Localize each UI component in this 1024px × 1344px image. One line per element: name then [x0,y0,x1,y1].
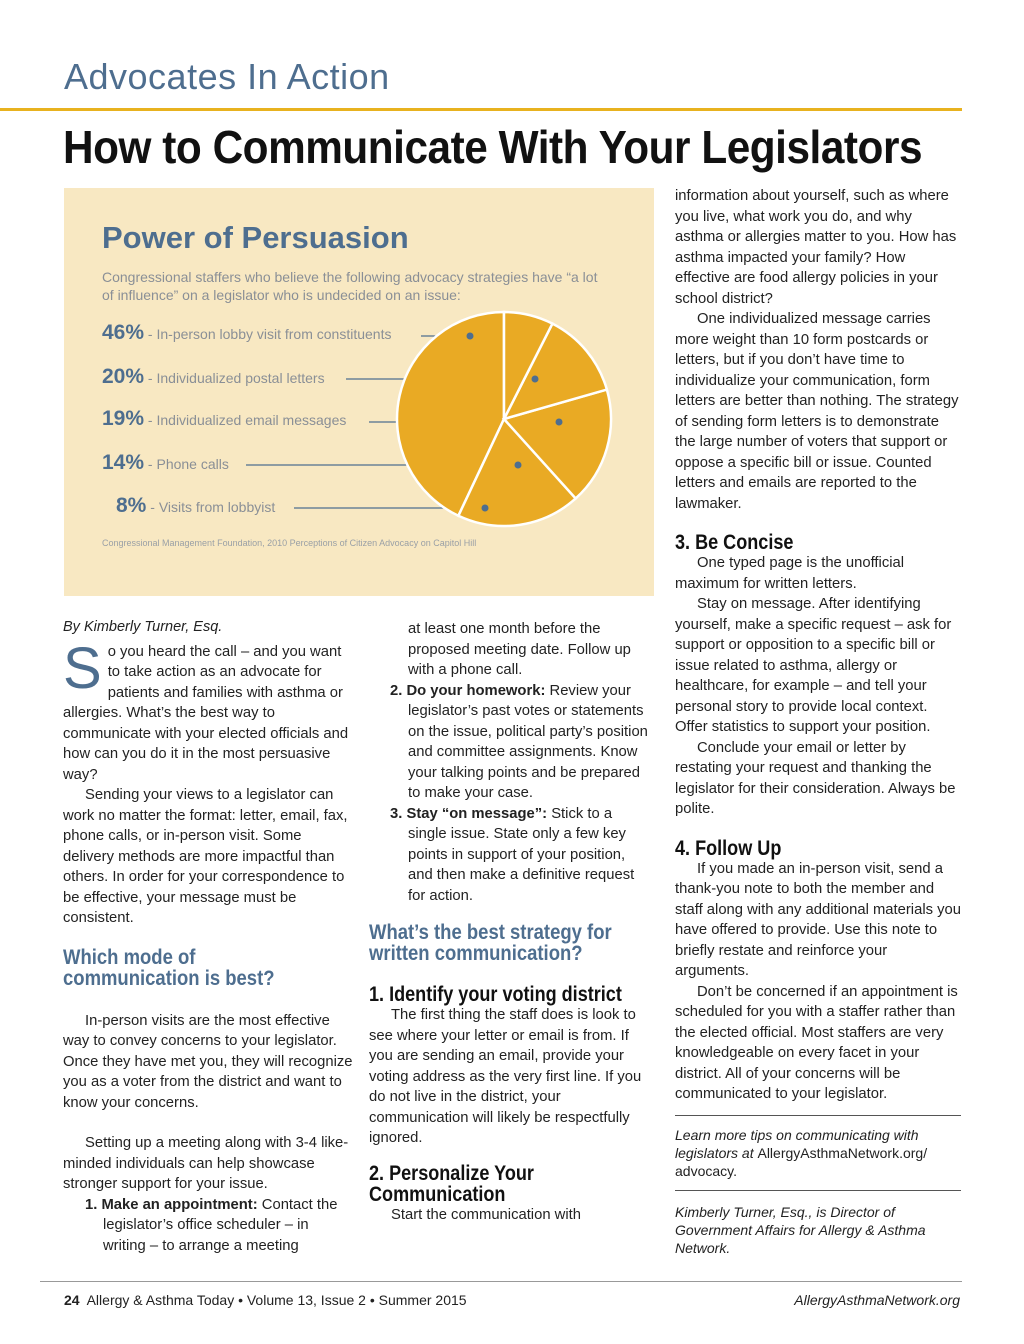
legend-item: 8% - Visits from lobbyist [116,494,276,517]
leader-dot [467,333,474,340]
legend-item: 19% - Individualized email messages [102,407,347,430]
paragraph: Stay on message. After identifying yourself, make a specific request – ask for support or opposition to a specific bill or issue related to asthma, allergy or healthcare, for example – and tell your personal story to provide local context. Offer statistics to support your position. [675,596,952,735]
leader-dot [482,505,489,512]
legend-label: Individualized email messages [156,412,347,428]
section-heading: What’s the best strategy for written communication? [369,921,612,965]
paragraph: The first thing the staff does is look to see where your letter or email is from. If you are sending an email, provide your voting address as the very first line. If you do not live in the district, your communication will likely be respectfully ignored. [369,1007,642,1146]
legend-pct: 19% [102,407,145,430]
header-divider [0,108,962,111]
page-number: 24 [64,1292,80,1308]
author-bio: Kimberly Turner, Esq., is Director of Government Affairs for Allergy & Asthma Network. [675,1203,926,1256]
paragraph: at least one month before the proposed meeting date. Follow up with a phone call. [408,621,631,678]
paragraph: If you made an in-person visit, send a thank-you note to both the member and staff along with any additional materials you have offered to provide. Use this note to briefly restate and reinforce your arguments. [675,860,961,979]
divider [675,1190,961,1191]
section-label: Advocates In Action [64,56,390,97]
list-item-title: 2. Do your homework: [390,682,546,699]
legend-pct: 46% [102,321,145,344]
legend-label: Individualized postal letters [156,370,325,386]
infographic-box [64,188,654,596]
legend-pct: 14% [102,451,145,474]
subheading: 3. Be Concise [675,531,794,554]
leader-dot [515,462,522,469]
legend-item: 46% - In-person lobby visit from constituents [102,321,392,344]
paragraph: Setting up a meeting along with 3-4 like-minded individuals can help showcase stronger support for your issue. [63,1135,349,1192]
legend-item: 14% - Phone calls [102,451,229,474]
drop-cap: S [63,635,102,701]
list-item-title: 1. Make an appointment: [85,1196,258,1213]
paragraph: In-person visits are the most effective way to convey concerns to your legislator. Once they have met you, they will recognize you as a voter from the district and want to know your concerns. [63,1012,353,1111]
paragraph: Conclude your email or letter by restating your request and thanking the legislator for their consideration. Always be polite. [675,739,956,817]
legend-label: In-person lobby visit from constituents [156,326,392,342]
pie-chart [64,188,654,596]
leader-dot [532,376,539,383]
list-item [390,804,651,907]
list-item-text: Contact the legislator’s office scheduler – in writing – to arrange a meeting [103,1196,338,1254]
byline: By Kimberly Turner, Esq. [63,619,223,635]
subheading: 2. Personalize Your Communication [369,1161,534,1206]
infographic-source: Congressional Management Foundation, 2010 Perceptions of Citizen Advocacy on Capitol Hill [102,538,477,548]
infographic-subtitle: Congressional staffers who believe the following advocacy strategies have “a lot of influence” on a legislator who is undecided on an issue: [102,269,598,303]
paragraph: One individualized message carries more weight than 10 form postcards or letters, but if you don’t have time to individualize your communication, form letters are better than nothing. The strategy of sending form letters is to demonstrate the large number of voters that support or oppose a specific bill or issue. Counted letters and emails are reported to the lawmaker. [675,311,959,512]
list-item-text: Stick to a single issue. State only a few key points in support of your position, and then make a definitive request for action. [408,805,635,904]
more-tips-link[interactable]: AllergyAsthmaNetwork.org/ advocacy. [675,1144,928,1179]
footer-divider [40,1281,962,1282]
legend-label: Phone calls [156,456,229,472]
page-title: How to Communicate With Your Legislators [63,121,923,173]
paragraph: Don’t be concerned if an appointment is scheduled for you with a staffer rather than the elected official. Most staffers are very knowledgeable on every facet in your district. All of your concerns will be communicated to your legislator. [675,983,958,1102]
more-tips-note [675,1126,961,1180]
column-3 [675,186,961,1257]
list-item [390,681,651,804]
section-heading: Which mode of communication is best? [63,945,275,990]
subheading: 1. Identify your voting district [369,983,622,1006]
column-1 [63,617,353,1256]
list-item [85,1195,353,1257]
paragraph: One typed page is the unofficial maximum for written letters. [675,555,905,592]
footer-publication [64,1292,467,1308]
legend-label: Visits from lobbyist [158,499,276,515]
legend-pct: 20% [102,365,145,388]
divider [675,1115,961,1116]
intro-paragraph [63,635,353,786]
more-tips-text: Learn more tips on communicating with legislators at [675,1126,919,1161]
list-item-text: Review your legislator’s past votes or statements on the issue, political party’s position and committee assignments. Know your talking points and be prepared to make your case. [408,682,648,801]
legend-pct: 8% [116,494,147,517]
infographic-title: Power of Persuasion [102,220,409,255]
paragraph: Start the communication with [391,1206,581,1223]
list-item-title: 3. Stay “on message”: [390,805,548,822]
paragraph: information about yourself, such as where you live, what work you do, and why asthma or allergies matter to you. How has asthma impacted your family? How effective are food allergy policies in your school district? [675,188,957,307]
subheading: 4. Follow Up [675,836,782,860]
footer-website[interactable]: AllergyAsthmaNetwork.org [794,1292,960,1308]
publication-info: Allergy & Asthma Today • Volume 13, Issue 2 • Summer 2015 [86,1292,467,1308]
legend-item: 20% - Individualized postal letters [102,365,325,388]
leader-dot [556,419,563,426]
intro-text: o you heard the call – and you want to take action as an advocate for patients and families with asthma or allergies. What’s the best way to communicate with your elected officials and how can you do it in the most persuasive way? [63,643,349,783]
column-2 [369,619,651,1225]
paragraph: Sending your views to a legislator can work no matter the format: letter, email, fax, phone calls, or in-person visit. Some delivery methods are more impactful than others. In order for your correspondence to be effective, your message must be consistent. [63,787,348,926]
